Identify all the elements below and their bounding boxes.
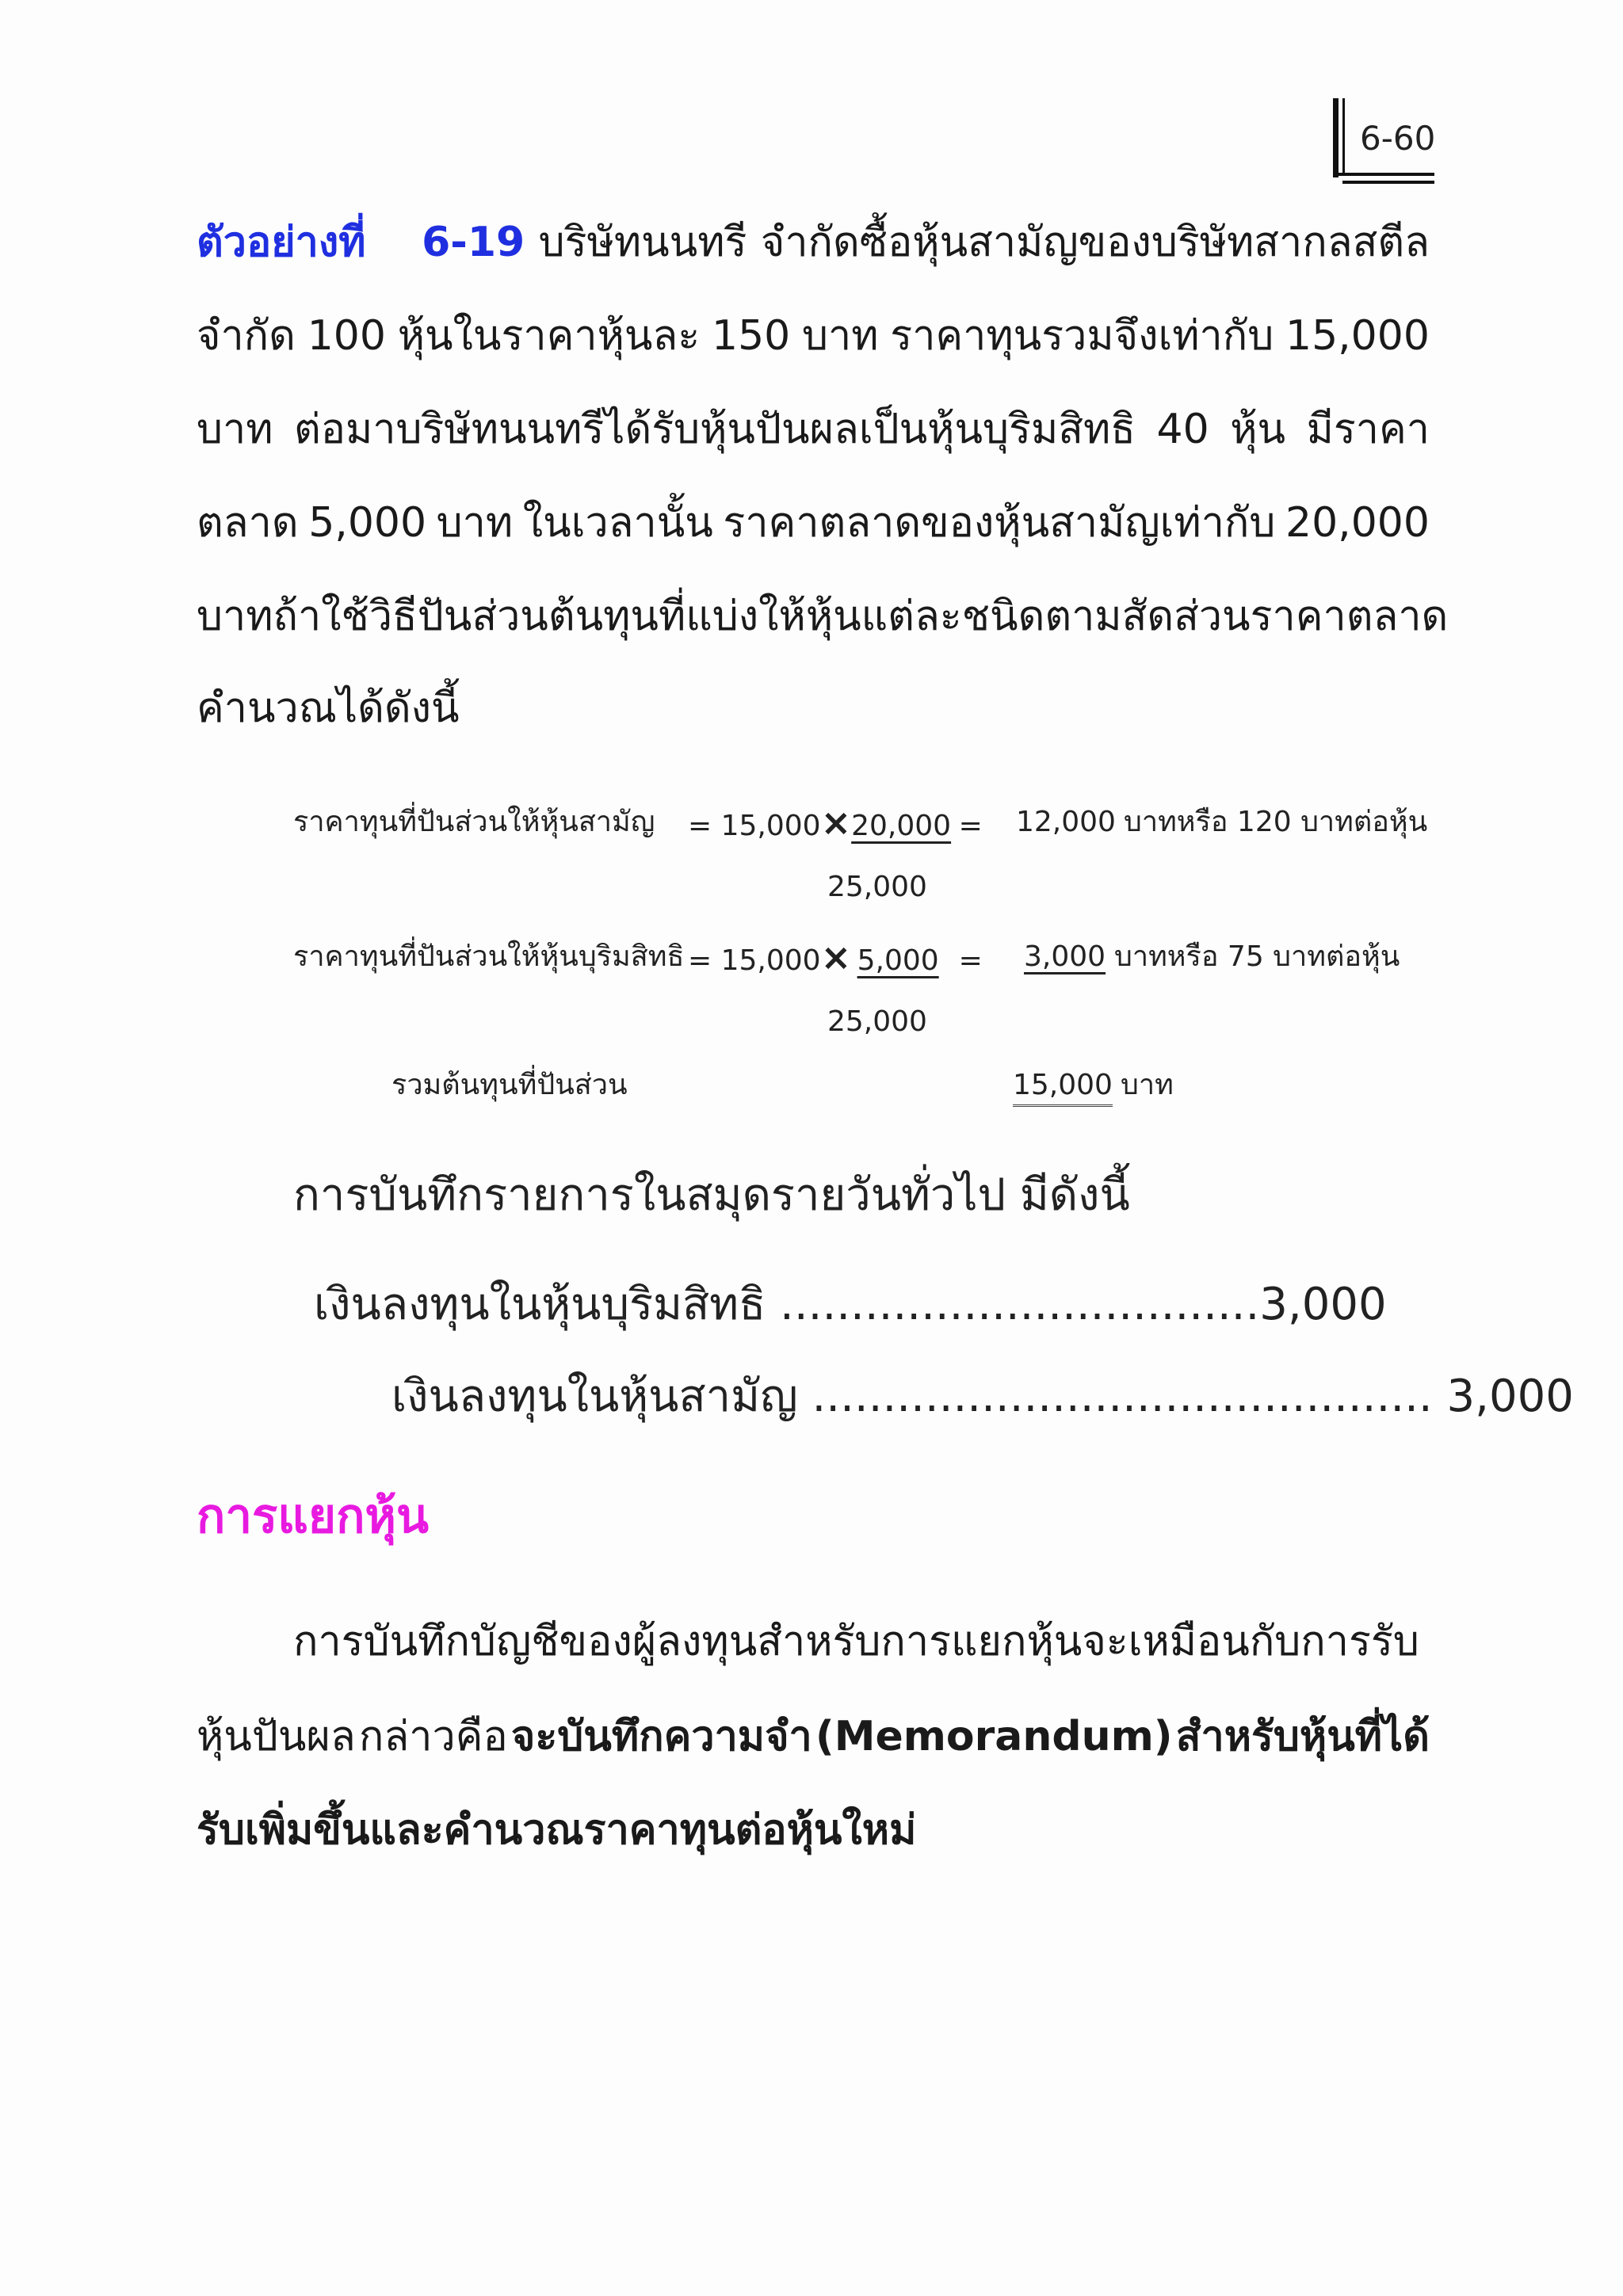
calc-row1-equals: = bbox=[958, 810, 983, 842]
example-word: บาท bbox=[197, 593, 273, 640]
page-number: 6-60 bbox=[1360, 119, 1436, 158]
example-word: หุ้น bbox=[1230, 406, 1286, 453]
example-label-word: ตัวอย่างที่ bbox=[197, 219, 366, 266]
calc-row2-note: บาทหรือ 75 บาทต่อหุ้น bbox=[1114, 940, 1400, 973]
example-line-5 bbox=[197, 591, 1449, 642]
calc-row2-formula bbox=[688, 936, 983, 978]
example-word: ตลาด bbox=[197, 499, 299, 547]
section-para-word: หุ้นปันผล bbox=[197, 1713, 356, 1760]
example-word: 20,000 bbox=[1285, 499, 1430, 547]
calc-row1-numerator: 20,000 bbox=[851, 810, 952, 842]
section-para-bold-word: (Memorandum) bbox=[815, 1713, 1173, 1760]
example-word: บาท bbox=[436, 499, 514, 547]
example-word: ถ้าใช้วิธีปันส่วนต้นทุนที่แบ่งให้หุ้นแต่ละชนิดตามสัดส่วนราคาตลาด bbox=[273, 593, 1449, 640]
example-word: บาท bbox=[802, 312, 879, 360]
example-word: บาท bbox=[197, 406, 273, 453]
page-number-rule-inner bbox=[1342, 181, 1434, 184]
page-number-rule bbox=[1333, 173, 1434, 176]
calc-row2-result: 3,000 bbox=[1024, 940, 1106, 973]
calc-total-label: รวมต้นทุนที่ปันส่วน bbox=[391, 1069, 628, 1101]
calc-total-value: 15,000 bbox=[1013, 1068, 1113, 1107]
calc-row2-label: ราคาทุนที่ปันส่วนให้หุ้นบุริมสิทธิ bbox=[293, 940, 685, 973]
example-word: หุ้นในราคาหุ้นละ bbox=[397, 312, 701, 360]
calc-row1-formula bbox=[688, 801, 983, 844]
calc-row2-equals: = bbox=[958, 944, 983, 977]
journal-credit-line: เงินลงทุนในหุ้นสามัญ ............................................ 3,000 bbox=[391, 1371, 1574, 1422]
section-para-word: กล่าวคือ bbox=[358, 1713, 508, 1760]
section-para-line-3: รับเพิ่มขึ้นและคำนวณราคาทุนต่อหุ้นใหม่ bbox=[197, 1806, 917, 1854]
calc-row2-denominator: 25,000 bbox=[827, 1005, 927, 1038]
example-word: 40 bbox=[1156, 406, 1209, 453]
section-para-bold-word: สำหรับหุ้นที่ได้ bbox=[1175, 1713, 1430, 1760]
journal-intro: การบันทึกรายการในสมุดรายวันทั่วไป มีดังนี้ bbox=[293, 1169, 1130, 1221]
example-line-3 bbox=[197, 404, 1430, 455]
example-line-2 bbox=[197, 311, 1430, 361]
multiply-icon: × bbox=[820, 801, 852, 844]
example-word: 15,000 bbox=[1285, 312, 1430, 360]
section-para-line-1: การบันทึกบัญชีของผู้ลงทุนสำหรับการแยกหุ้นจะเหมือนกับการรับ bbox=[293, 1618, 1419, 1665]
example-word: 150 bbox=[711, 312, 791, 360]
example-word: บริษัทนนทรี bbox=[538, 219, 747, 266]
example-line-4 bbox=[197, 498, 1430, 548]
multiply-icon: × bbox=[820, 936, 852, 978]
example-word: ต่อมาบริษัทนนทรีได้รับหุ้นปันผลเป็นหุ้นบุริมสิทธิ bbox=[294, 406, 1136, 453]
example-word: มีราคา bbox=[1306, 406, 1430, 453]
calc-row1-denominator: 25,000 bbox=[827, 871, 927, 903]
example-word: 5,000 bbox=[308, 499, 427, 547]
section-para-line-2 bbox=[197, 1711, 1430, 1762]
example-word: ราคาตลาดของหุ้นสามัญเท่ากับ bbox=[723, 499, 1276, 547]
example-word: ราคาทุนรวมจึงเท่ากับ bbox=[890, 312, 1274, 360]
example-word: 100 bbox=[307, 312, 386, 360]
example-word: ในเวลานั้น bbox=[522, 499, 713, 547]
calc-total-unit: บาท bbox=[1121, 1069, 1174, 1101]
calc-row2-prefix: = 15,000 bbox=[688, 944, 821, 977]
example-line-6: คำนวณได้ดังนี้ bbox=[197, 685, 460, 732]
page-number-frame-bar-inner bbox=[1342, 98, 1345, 174]
example-label bbox=[197, 217, 525, 268]
calc-row2-numerator: 5,000 bbox=[857, 944, 939, 977]
calc-row1-result: 12,000 bbox=[1016, 806, 1116, 838]
example-word: จำกัด bbox=[197, 312, 296, 360]
calc-row1-label: ราคาทุนที่ปันส่วนให้หุ้นสามัญ bbox=[293, 806, 655, 838]
journal-debit-line: เงินลงทุนในหุ้นบุริมสิทธิ ..................................3,000 bbox=[314, 1279, 1387, 1330]
page-number-frame-bar bbox=[1333, 98, 1338, 177]
section-heading: การแยกหุ้น bbox=[197, 1489, 429, 1544]
example-word: จำกัดซื้อหุ้นสามัญของบริษัทสากลสตีล bbox=[760, 219, 1430, 266]
section-para-bold-word: จะบันทึกความจำ bbox=[510, 1713, 812, 1760]
calc-row1-prefix: = 15,000 bbox=[688, 810, 821, 842]
calc-row1-note: บาทหรือ 120 บาทต่อหุ้น bbox=[1124, 806, 1428, 838]
example-label-number: 6-19 bbox=[422, 219, 525, 266]
example-line-1 bbox=[197, 217, 1430, 268]
